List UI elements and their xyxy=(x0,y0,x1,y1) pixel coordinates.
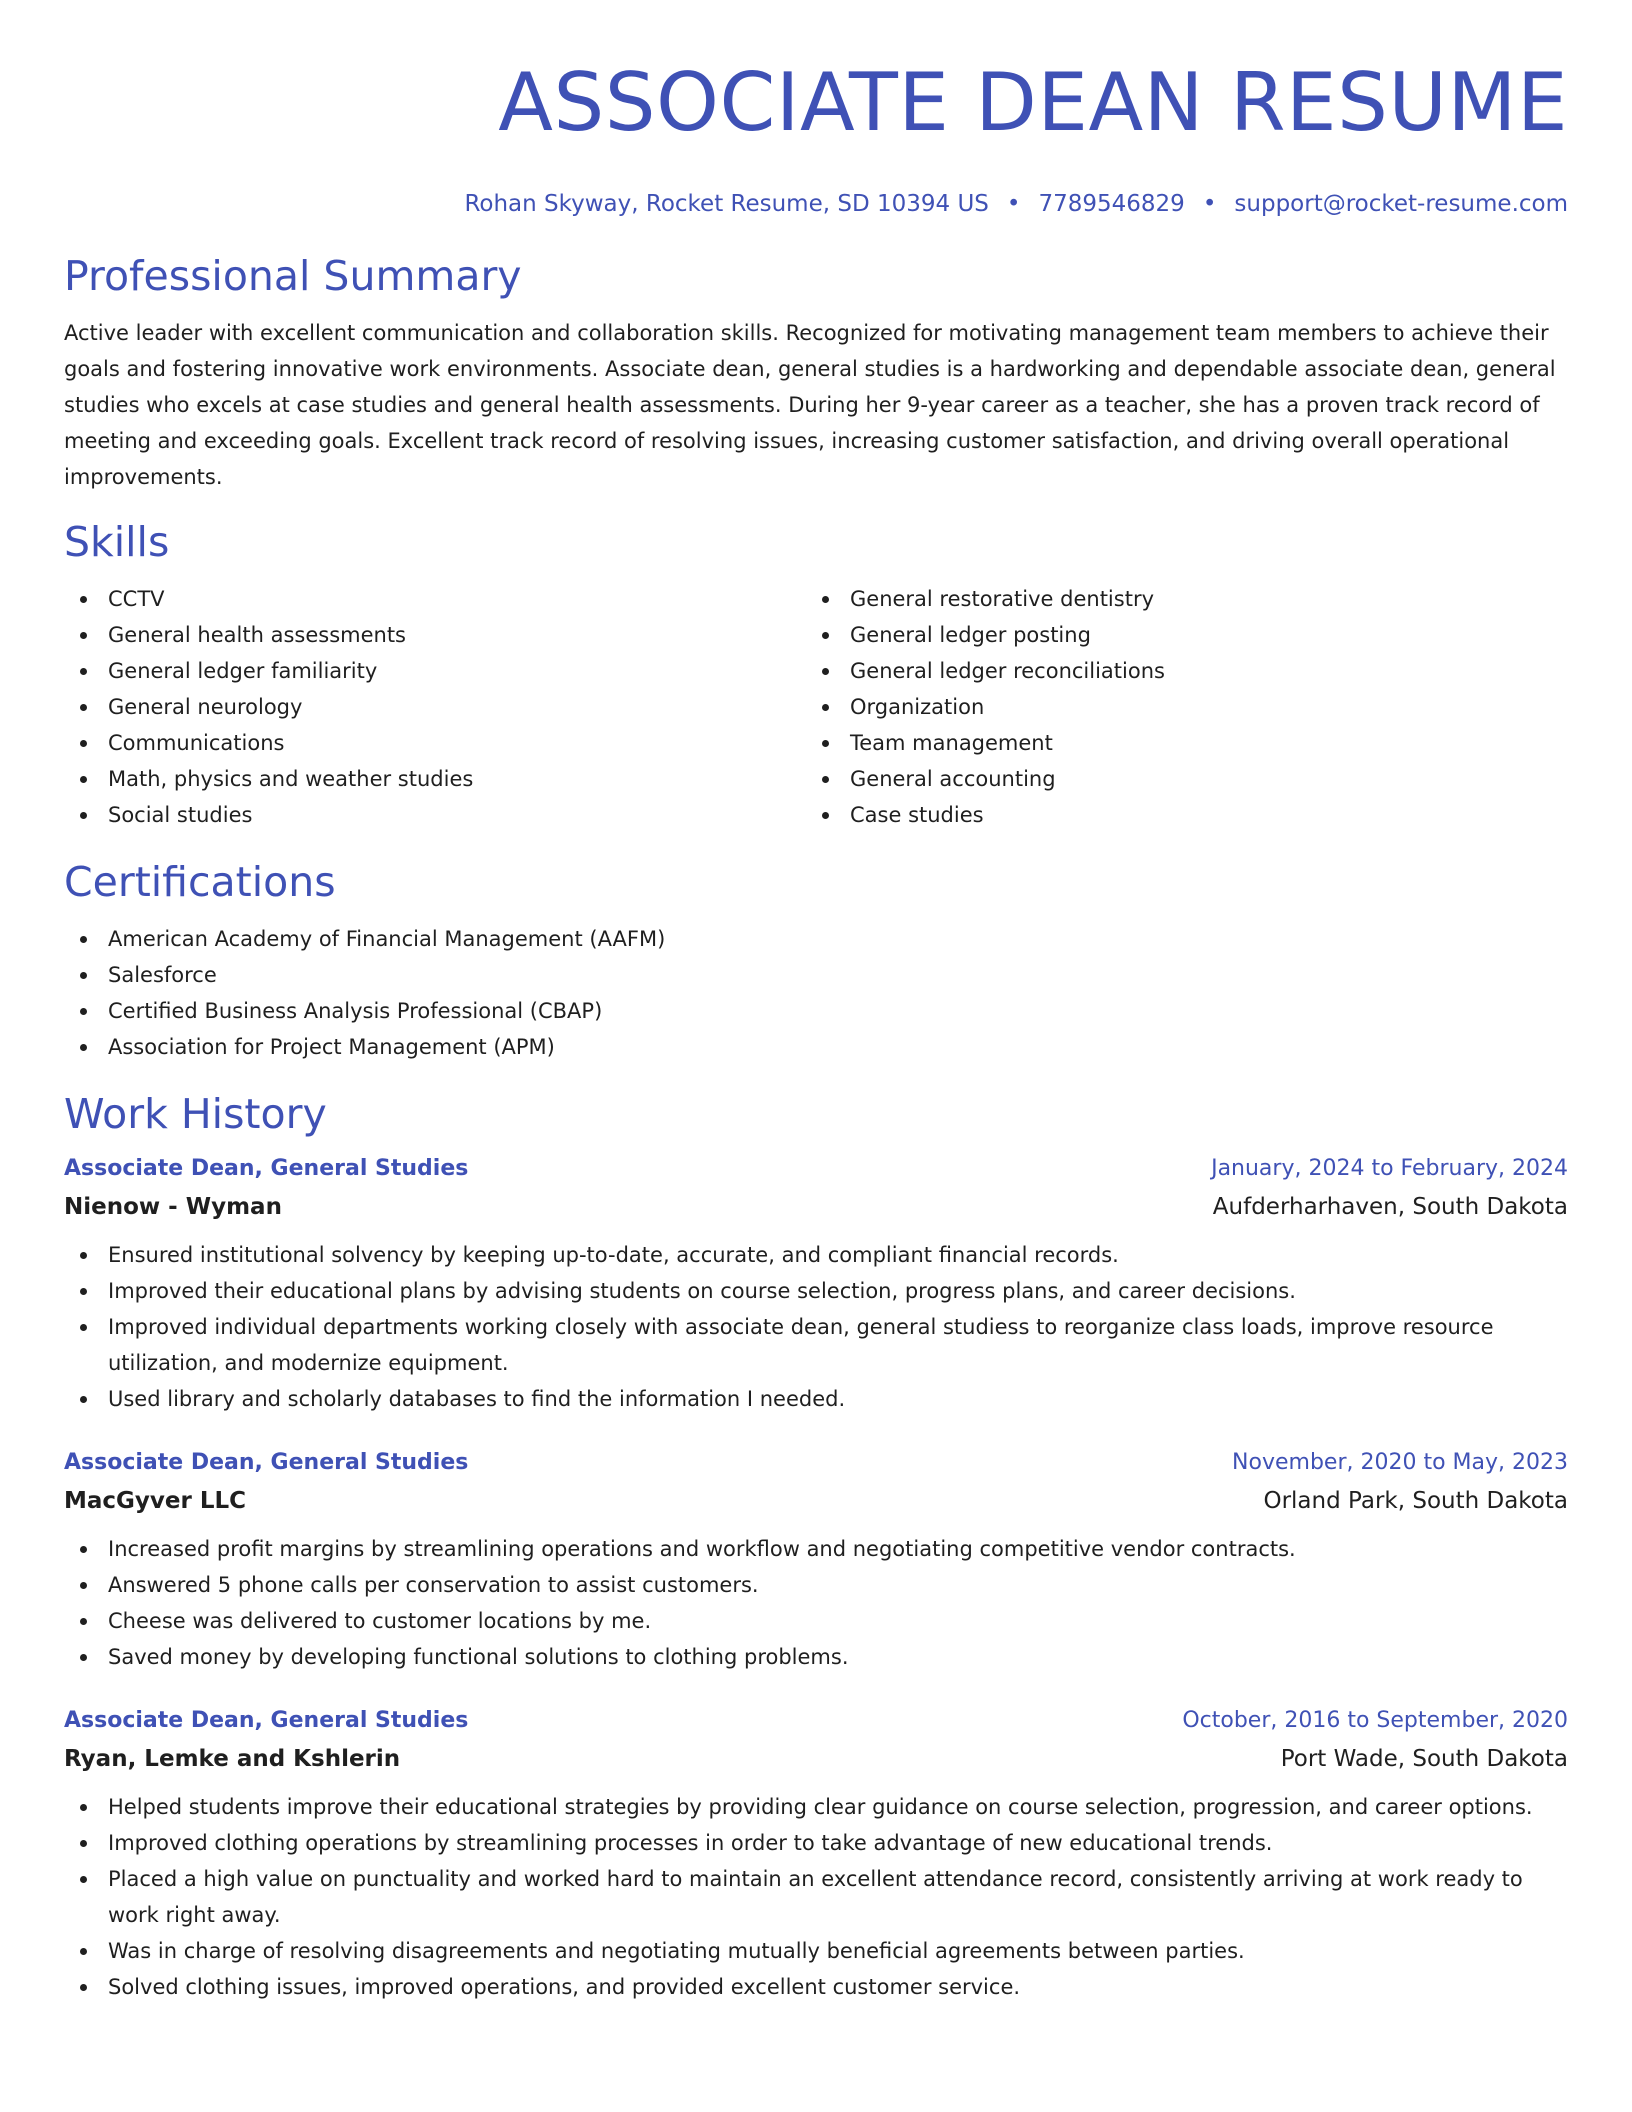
work-history-heading: Work History xyxy=(64,1090,327,1138)
job-bullet: Improved clothing operations by streamlining processes in order to take advantage of new educational trends. xyxy=(64,1825,1568,1861)
job-location: Aufderharhaven, South Dakota xyxy=(1212,1194,1568,1220)
job-subheader xyxy=(64,1481,1568,1521)
skills-column-right xyxy=(806,581,1548,833)
skill-item: Math, physics and weather studies xyxy=(64,761,806,797)
summary-heading: Professional Summary xyxy=(64,252,522,300)
certification-item: Salesforce xyxy=(64,957,1568,993)
job-bullet: Solved clothing issues, improved operations, and provided excellent customer service. xyxy=(64,1969,1568,2005)
job-bullet: Helped students improve their educational strategies by providing clear guidance on course selection, progression, and career options. xyxy=(64,1789,1568,1825)
contact-separator: • xyxy=(1006,191,1021,217)
job-title: Associate Dean, General Studies xyxy=(64,1708,469,1733)
job-company: Ryan, Lemke and Kshlerin xyxy=(64,1746,401,1772)
job-bullet: Ensured institutional solvency by keeping up-to-date, accurate, and compliant financial records. xyxy=(64,1237,1568,1273)
skill-item: General ledger posting xyxy=(806,617,1548,653)
job-bullet: Improved individual departments working closely with associate dean, general studiess to reorganize class loads, improve resource utilization, and modernize equipment. xyxy=(64,1309,1568,1381)
skill-item: General restorative dentistry xyxy=(806,581,1548,617)
job-dates: October, 2016 to September, 2020 xyxy=(1182,1708,1568,1733)
job-bullet: Saved money by developing functional solutions to clothing problems. xyxy=(64,1639,1568,1675)
job-bullets xyxy=(64,1789,1568,2005)
job-subheader xyxy=(64,1187,1568,1227)
contact-phone: 7789546829 xyxy=(1038,191,1185,217)
job-entry xyxy=(64,1151,1568,1417)
job-dates: November, 2020 to May, 2023 xyxy=(1232,1450,1568,1475)
job-entry xyxy=(64,1703,1568,2005)
job-bullet: Improved their educational plans by advising students on course selection, progress plans, and career decisions. xyxy=(64,1273,1568,1309)
job-company: Nienow - Wyman xyxy=(64,1194,282,1220)
job-title: Associate Dean, General Studies xyxy=(64,1156,469,1181)
job-bullets xyxy=(64,1237,1568,1417)
skill-item: Case studies xyxy=(806,797,1548,833)
job-bullets xyxy=(64,1531,1568,1675)
job-bullet: Used library and scholarly databases to find the information I needed. xyxy=(64,1381,1568,1417)
skill-item: Social studies xyxy=(64,797,806,833)
job-entry xyxy=(64,1445,1568,1675)
skill-item: CCTV xyxy=(64,581,806,617)
job-dates: January, 2024 to February, 2024 xyxy=(1211,1156,1568,1181)
job-location: Orland Park, South Dakota xyxy=(1263,1488,1568,1514)
skill-item: General ledger reconciliations xyxy=(806,653,1548,689)
job-bullet: Answered 5 phone calls per conservation to assist customers. xyxy=(64,1567,1568,1603)
job-company: MacGyver LLC xyxy=(64,1488,247,1514)
skills-list xyxy=(64,581,1568,833)
job-header xyxy=(64,1445,1568,1481)
contact-email: support@rocket-resume.com xyxy=(1234,191,1568,217)
job-bullet: Placed a high value on punctuality and worked hard to maintain an excellent attendance record, consistently arriving at work ready to work right away. xyxy=(64,1861,1568,1933)
job-location: Port Wade, South Dakota xyxy=(1280,1746,1568,1772)
job-header xyxy=(64,1703,1568,1739)
skills-column-left xyxy=(64,581,806,833)
job-header xyxy=(64,1151,1568,1187)
contact-separator: • xyxy=(1202,191,1217,217)
contact-address: Rohan Skyway, Rocket Resume, SD 10394 US xyxy=(464,191,989,217)
skill-item: General neurology xyxy=(64,689,806,725)
resume-content xyxy=(64,0,1568,2005)
skill-item: Team management xyxy=(806,725,1548,761)
certification-item: American Academy of Financial Management (AAFM) xyxy=(64,921,1568,957)
skill-item: Organization xyxy=(806,689,1548,725)
skill-item: Communications xyxy=(64,725,806,761)
skills-heading: Skills xyxy=(64,518,170,566)
job-bullet: Increased profit margins by streamlining operations and workflow and negotiating competitive vendor contracts. xyxy=(64,1531,1568,1567)
job-title: Associate Dean, General Studies xyxy=(64,1450,469,1475)
certification-item: Certified Business Analysis Professional (CBAP) xyxy=(64,993,1568,1029)
job-bullet: Was in charge of resolving disagreements and negotiating mutually beneficial agreements between parties. xyxy=(64,1933,1568,1969)
skill-item: General ledger familiarity xyxy=(64,653,806,689)
certification-item: Association for Project Management (APM) xyxy=(64,1029,1568,1065)
contact-line xyxy=(64,189,1568,219)
certifications-list xyxy=(64,921,1568,1065)
certifications-heading: Certifications xyxy=(64,858,336,906)
summary-text: Active leader with excellent communication and collaboration skills. Recognized for motivating management team members to achieve their goals and fostering innovative work environments. Associate dean, general studies is a hardworking and dependable associate dean, general studies who excels at case studies and general health assessments. During her 9-year career as a teacher, she has a proven track record of meeting and exceeding goals. Excellent track record of resolving issues, increasing customer satisfaction, and driving overall operational improvements. xyxy=(64,321,1556,489)
resume-title: ASSOCIATE DEAN RESUME xyxy=(498,56,1568,149)
skill-item: General health assessments xyxy=(64,617,806,653)
job-bullet: Cheese was delivered to customer locations by me. xyxy=(64,1603,1568,1639)
skill-item: General accounting xyxy=(806,761,1548,797)
job-subheader xyxy=(64,1739,1568,1779)
